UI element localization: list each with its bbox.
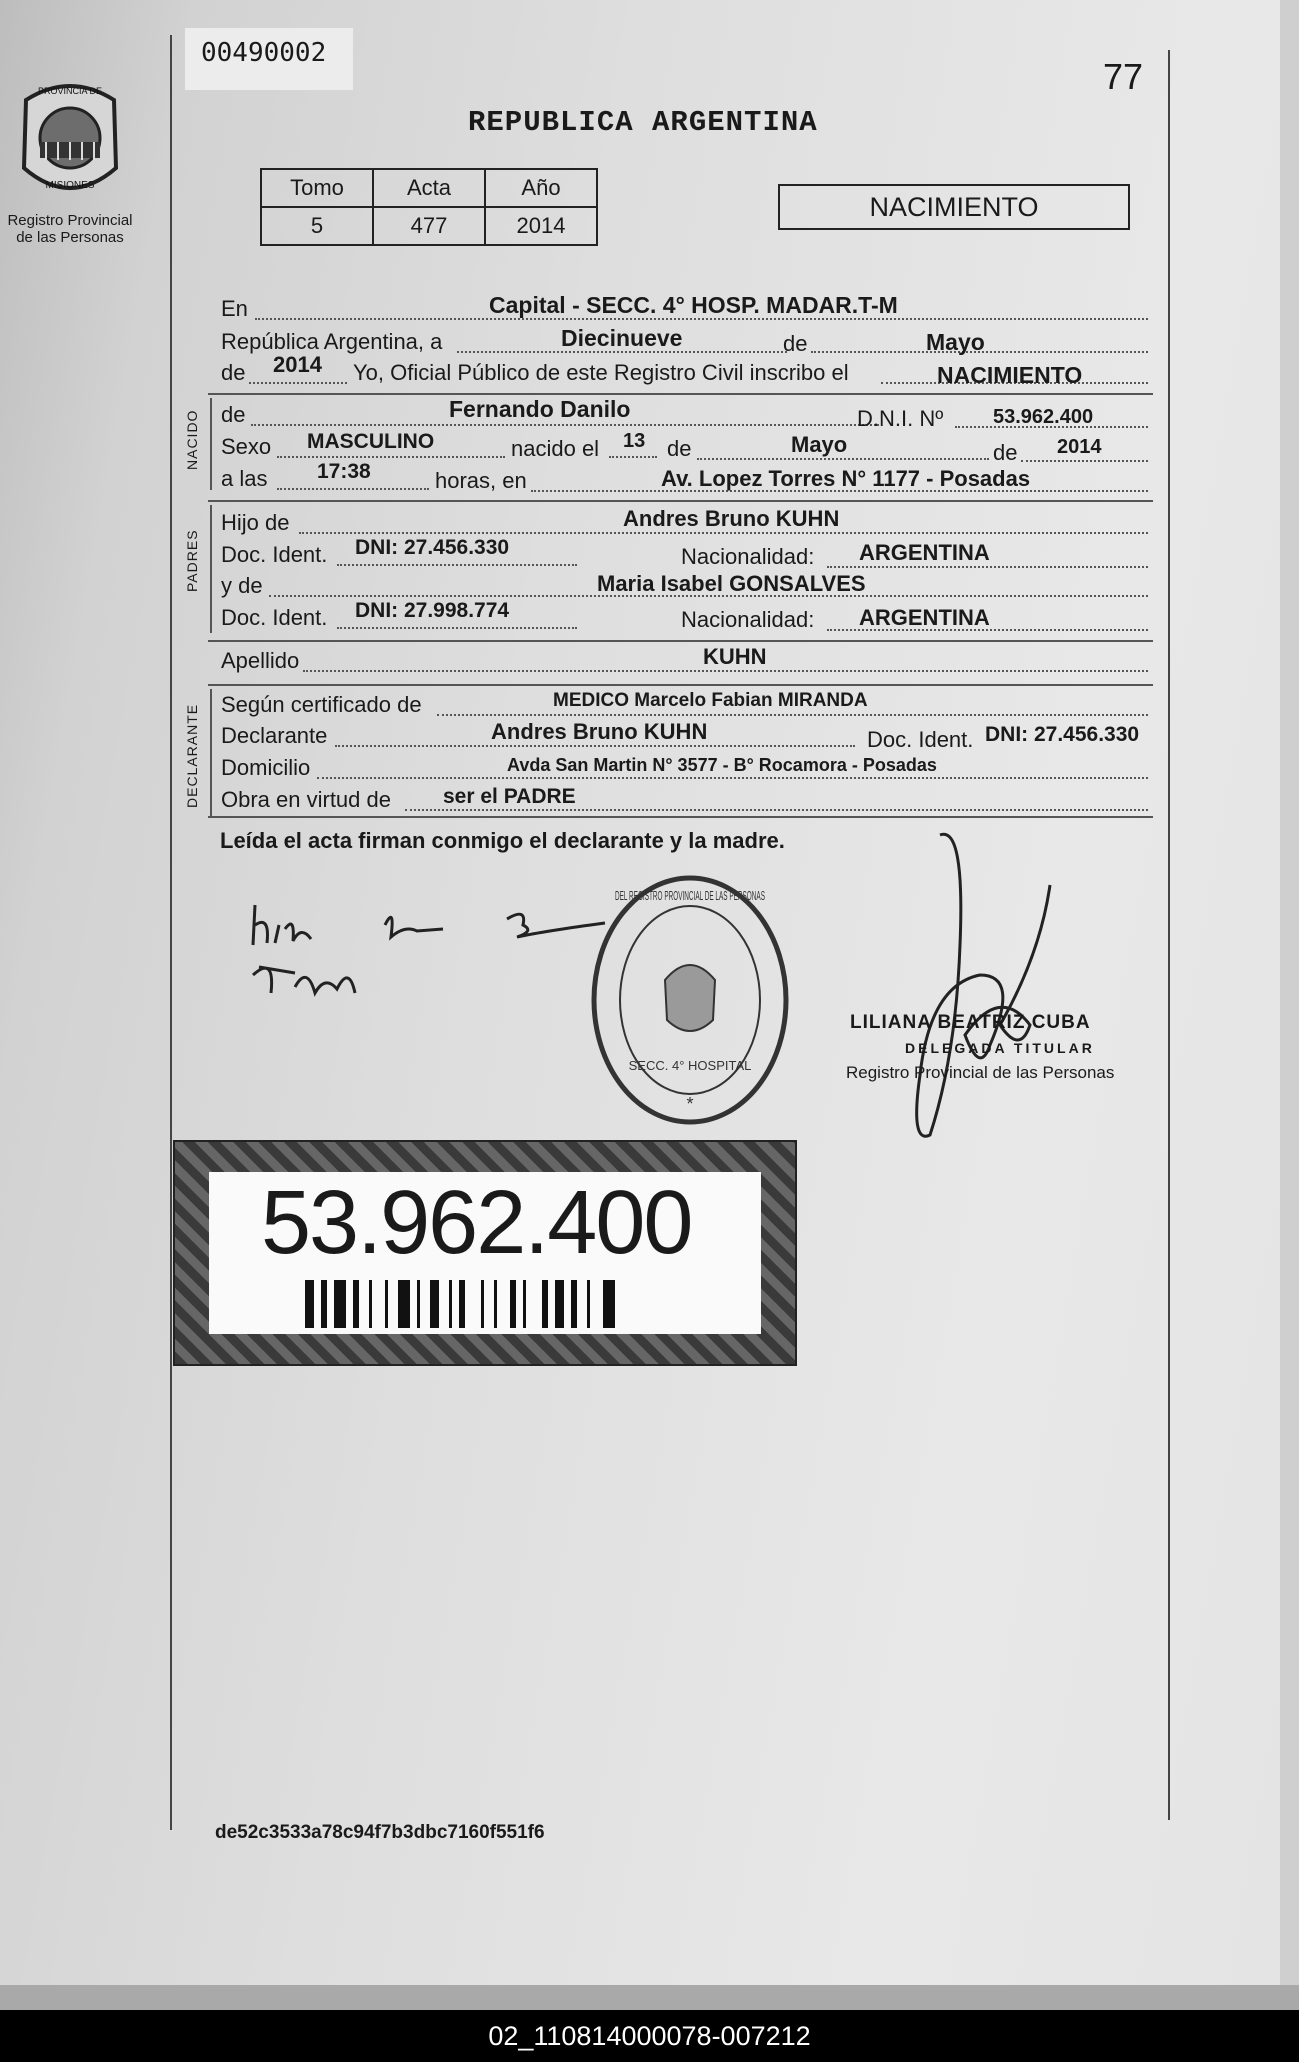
value-mother: Maria Isabel GONSALVES	[597, 571, 866, 596]
label-apellido: Apellido	[221, 648, 300, 673]
label-republic: República Argentina, a	[221, 329, 443, 354]
row-declarant	[221, 719, 1151, 752]
barcode-bar	[369, 1280, 372, 1328]
value-obra: ser el PADRE	[443, 785, 576, 808]
value-time: 17:38	[317, 460, 371, 483]
section-label-padres: PADRES	[184, 529, 200, 592]
barcode-bar	[449, 1280, 452, 1328]
label-time: a las	[221, 466, 268, 491]
barcode-bar	[510, 1280, 516, 1328]
barcode-icon	[305, 1280, 675, 1328]
row-place	[221, 294, 1151, 322]
value-mother-doc: DNI: 27.998.774	[355, 599, 510, 622]
row-time-place	[221, 460, 1151, 493]
label-declarant-doc: Doc. Ident.	[867, 727, 974, 752]
value-mother-nationality: ARGENTINA	[859, 605, 990, 630]
row-mother-doc	[221, 599, 1151, 632]
label-y-de: y de	[221, 573, 263, 598]
officer-signature-icon	[870, 825, 1070, 1155]
barcode-bar	[321, 1280, 327, 1328]
registry-line-2: de las Personas	[16, 229, 124, 246]
label-dni: D.N.I. Nº	[857, 406, 944, 431]
row-father-doc	[221, 536, 1151, 569]
officer-office: Registro Provincial de las Personas	[846, 1063, 1115, 1082]
value-certificate: MEDICO Marcelo Fabian MIRANDA	[553, 690, 868, 711]
record-table-header-row	[261, 169, 597, 207]
label-sexo: Sexo	[221, 434, 272, 459]
barcode-label	[173, 1140, 797, 1366]
value-acta: 477	[373, 207, 485, 245]
separator-padres	[208, 500, 1153, 502]
barcode-bar	[459, 1280, 465, 1328]
label-hours: horas, en	[435, 468, 527, 493]
value-month: Mayo	[926, 329, 985, 355]
row-born-name	[221, 396, 1151, 431]
province-emblem-icon	[12, 80, 128, 200]
header-tomo: Tomo	[261, 169, 373, 207]
officer-role: DELEGADA TITULAR	[905, 1040, 1095, 1056]
barcode-bar	[494, 1280, 497, 1328]
header-ano: Año	[485, 169, 597, 207]
header-acta: Acta	[373, 169, 485, 207]
row-mother	[221, 571, 1151, 599]
label-statement: Yo, Oficial Público de este Registro Civil inscribo el	[353, 360, 849, 385]
separator-apellido	[208, 640, 1153, 642]
declarant-signature-icon	[245, 895, 615, 1010]
svg-text:*: *	[686, 1094, 694, 1114]
document-type-box: NACIMIENTO	[778, 184, 1130, 230]
officer-name: LILIANA BEATRIZ CUBA	[850, 1012, 1091, 1033]
emblem-bottom-text: MISIONES	[45, 180, 95, 191]
right-margin-line	[1168, 50, 1170, 1820]
label-certificate: Según certificado de	[221, 692, 422, 717]
barcode-bar	[417, 1280, 420, 1328]
label-born-de-year: de	[993, 440, 1018, 465]
label-mother-nationality: Nacionalidad:	[681, 607, 815, 632]
barcode-bar	[587, 1280, 590, 1328]
label-father-doc: Doc. Ident.	[221, 542, 328, 567]
value-apellido: KUHN	[703, 644, 767, 669]
row-father	[221, 508, 1151, 536]
value-father-nationality: ARGENTINA	[859, 540, 990, 565]
value-born-name: Fernando Danilo	[449, 396, 631, 422]
document-title: REPUBLICA ARGENTINA	[468, 106, 818, 139]
label-de-name: de	[221, 402, 246, 427]
value-place: Capital - SECC. 4° HOSP. MADAR.T-M	[489, 292, 898, 318]
official-stamp-icon	[585, 870, 795, 1130]
registry-name	[0, 212, 140, 246]
barcode-bar	[398, 1280, 410, 1328]
value-ano: 2014	[485, 207, 597, 245]
document-hash: de52c3533a78c94f7b3dbc7160f551f6	[215, 1822, 545, 1843]
row-date	[221, 327, 1151, 355]
label-born-de-month: de	[667, 436, 692, 461]
barcode-bar	[542, 1280, 548, 1328]
label-de-month: de	[783, 331, 808, 356]
row-certificate	[221, 690, 1151, 718]
barcode-bar	[571, 1280, 577, 1328]
label-year-de: de	[221, 360, 246, 385]
value-father-doc: DNI: 27.456.330	[355, 536, 510, 559]
label-born-on: nacido el	[511, 436, 600, 461]
emblem-top-text: PROVINCIA DE	[37, 86, 103, 96]
barcode-bar	[481, 1280, 484, 1328]
stamp-ring-text: DEL REGISTRO PROVINCIAL DE LAS PERSONAS	[615, 888, 766, 903]
record-table-value-row	[261, 207, 597, 245]
value-year: 2014	[273, 352, 322, 377]
closing-statement: Leída el acta firman conmigo el declarante y la madre.	[220, 828, 785, 853]
label-declarant: Declarante	[221, 723, 328, 748]
separator-end	[208, 816, 1153, 818]
barcode-bar	[430, 1280, 439, 1328]
value-tomo: 5	[261, 207, 373, 245]
value-father: Andres Bruno KUHN	[623, 506, 840, 531]
barcode-bar	[305, 1280, 314, 1328]
barcode-bar	[523, 1280, 526, 1328]
separator-nacido	[208, 393, 1153, 395]
barcode-bar	[353, 1280, 359, 1328]
row-address	[221, 753, 1151, 781]
row-statement	[221, 352, 1151, 388]
section-label-declarante: DECLARANTE	[184, 703, 200, 808]
value-domicilio: Avda San Martin N° 3577 - B° Rocamora - Posadas	[507, 755, 937, 775]
row-surname	[221, 646, 1151, 674]
barcode-number: 53.962.400	[261, 1173, 692, 1273]
left-margin-line	[170, 35, 172, 1830]
value-declarant-doc: DNI: 27.456.330	[985, 723, 1140, 746]
barcode-bar	[334, 1280, 346, 1328]
value-birth-address: Av. Lopez Torres N° 1177 - Posadas	[661, 466, 1031, 491]
stamp-inner-text: SECC. 4° HOSPITAL	[628, 1058, 752, 1073]
file-id-bar: 02_110814000078-007212	[0, 2010, 1299, 2062]
value-declarant: Andres Bruno KUHN	[491, 719, 708, 744]
value-born-month: Mayo	[791, 432, 848, 457]
barcode-bar	[603, 1280, 615, 1328]
value-dni: 53.962.400	[993, 406, 1094, 428]
row-obra	[221, 785, 1151, 813]
value-day: Diecinueve	[561, 325, 683, 351]
serial-number: 00490002	[185, 28, 353, 90]
label-hijo-de: Hijo de	[221, 510, 290, 535]
registry-line-1: Registro Provincial	[7, 212, 133, 229]
separator-declarante	[208, 684, 1153, 686]
value-sexo: MASCULINO	[307, 430, 435, 453]
label-en: En	[221, 296, 248, 321]
label-domicilio: Domicilio	[221, 755, 311, 780]
value-born-day: 13	[623, 430, 646, 452]
barcode-bar	[385, 1280, 388, 1328]
value-act-type: NACIMIENTO	[937, 362, 1083, 388]
row-sex-date	[221, 430, 1151, 465]
value-born-year: 2014	[1057, 436, 1102, 458]
page-number: 77	[1103, 56, 1144, 97]
label-mother-doc: Doc. Ident.	[221, 605, 328, 630]
section-label-nacido: NACIDO	[184, 409, 200, 470]
record-table	[260, 168, 598, 246]
barcode-bar	[555, 1280, 564, 1328]
label-obra: Obra en virtud de	[221, 787, 391, 812]
label-father-nationality: Nacionalidad:	[681, 544, 815, 569]
